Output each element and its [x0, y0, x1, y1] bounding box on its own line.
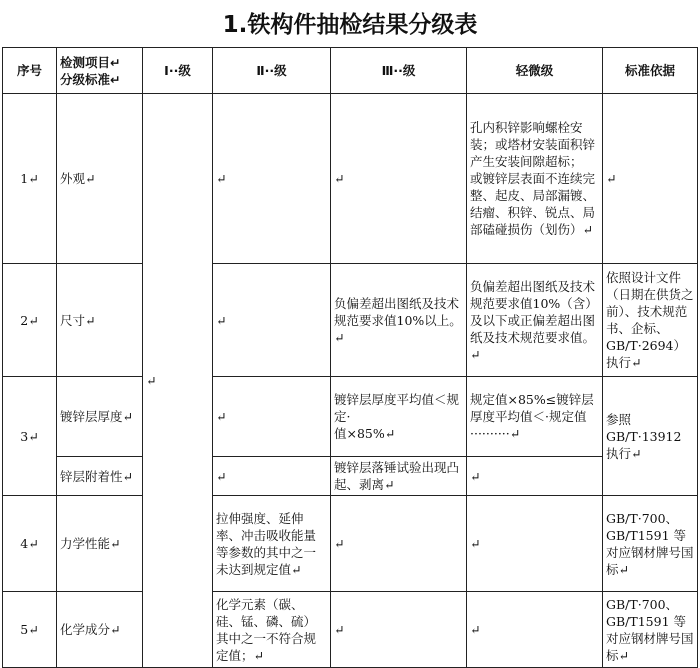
row-seq: 4↵	[3, 496, 57, 592]
table-row	[3, 457, 698, 496]
row-level-2: 化学元素（碳、硅、锰、磷、硫）其中之一不符合规定值；↵	[213, 592, 331, 668]
table-row	[3, 592, 698, 668]
table-row	[3, 264, 698, 377]
row-item: 力学性能↵	[57, 496, 143, 592]
header-minor: 轻微级	[467, 48, 603, 94]
row-seq: 3↵	[3, 377, 57, 496]
header-level-1: Ⅰ··级	[143, 48, 213, 94]
header-level-2: Ⅱ··级	[213, 48, 331, 94]
row-seq: 2↵	[3, 264, 57, 377]
grading-table	[2, 47, 698, 668]
header-level-3: Ⅲ··级	[331, 48, 467, 94]
row-level-2: ↵	[213, 264, 331, 377]
row-seq: 1↵	[3, 94, 57, 264]
row-item: 尺寸↵	[57, 264, 143, 377]
row-minor: ↵	[467, 457, 603, 496]
table-row	[3, 94, 698, 264]
row-item: 锌层附着性↵	[57, 457, 143, 496]
header-basis: 标准依据	[603, 48, 698, 94]
header-item: 检测项目↵ 分级标准↵	[57, 48, 143, 94]
row-minor: ↵	[467, 592, 603, 668]
row-seq: 5↵	[3, 592, 57, 668]
row-basis: ↵	[603, 94, 698, 264]
table-row	[3, 377, 698, 457]
row-basis: GB/T·700、GB/T1591 等对应钢材牌号国标↵	[603, 496, 698, 592]
row-level-2: 拉伸强度、延伸率、冲击吸收能量等参数的其中之一未达到规定值↵	[213, 496, 331, 592]
row-level-3: 镀锌层厚度平均值＜规定· 值×85%↵	[331, 377, 467, 457]
table-row	[3, 496, 698, 592]
row-level-2: ↵	[213, 377, 331, 457]
row-minor: 规定值×85%≤镀锌层厚度平均值＜·规定值··········↵	[467, 377, 603, 457]
row-level-2: ↵	[213, 94, 331, 264]
row-level-3: ↵	[331, 496, 467, 592]
row-level-3: ↵	[331, 592, 467, 668]
row-minor: 孔内积锌影响螺栓安装；或塔材安装面积锌产生安装间隙超标； 或镀锌层表面不连续完整、起皮、局部漏镀、结瘤、积锌、锐点、局部磕碰损伤（划伤）↵	[467, 94, 603, 264]
row-basis: 参照 GB/T·13912 执行↵	[603, 377, 698, 496]
page-title: 1.铁构件抽检结果分级表	[222, 12, 478, 38]
row-level-3: 负偏差超出图纸及技术规范要求值10%以上。↵	[331, 264, 467, 377]
row-basis: GB/T·700、GB/T1591 等对应钢材牌号国标↵	[603, 592, 698, 668]
row-item: 外观↵	[57, 94, 143, 264]
row-basis: 依照设计文件（日期在供货之前）、技术规范书、企标、GB/T·2694）执行↵	[603, 264, 698, 377]
row-minor: 负偏差超出图纸及技术规范要求值10%（含）及以下或正偏差超出图纸及技术规范要求值。↵	[467, 264, 603, 377]
row-item: 化学成分↵	[57, 592, 143, 668]
row-level-2: ↵	[213, 457, 331, 496]
row-level-3: 镀锌层落锤试验出现凸起、剥离↵	[331, 457, 467, 496]
level-1-merged-cell: ↵	[143, 94, 213, 668]
row-level-3: ↵	[331, 94, 467, 264]
row-minor: ↵	[467, 496, 603, 592]
row-item: 镀锌层厚度↵	[57, 377, 143, 457]
header-row	[3, 48, 698, 94]
header-seq: 序号	[3, 48, 57, 94]
